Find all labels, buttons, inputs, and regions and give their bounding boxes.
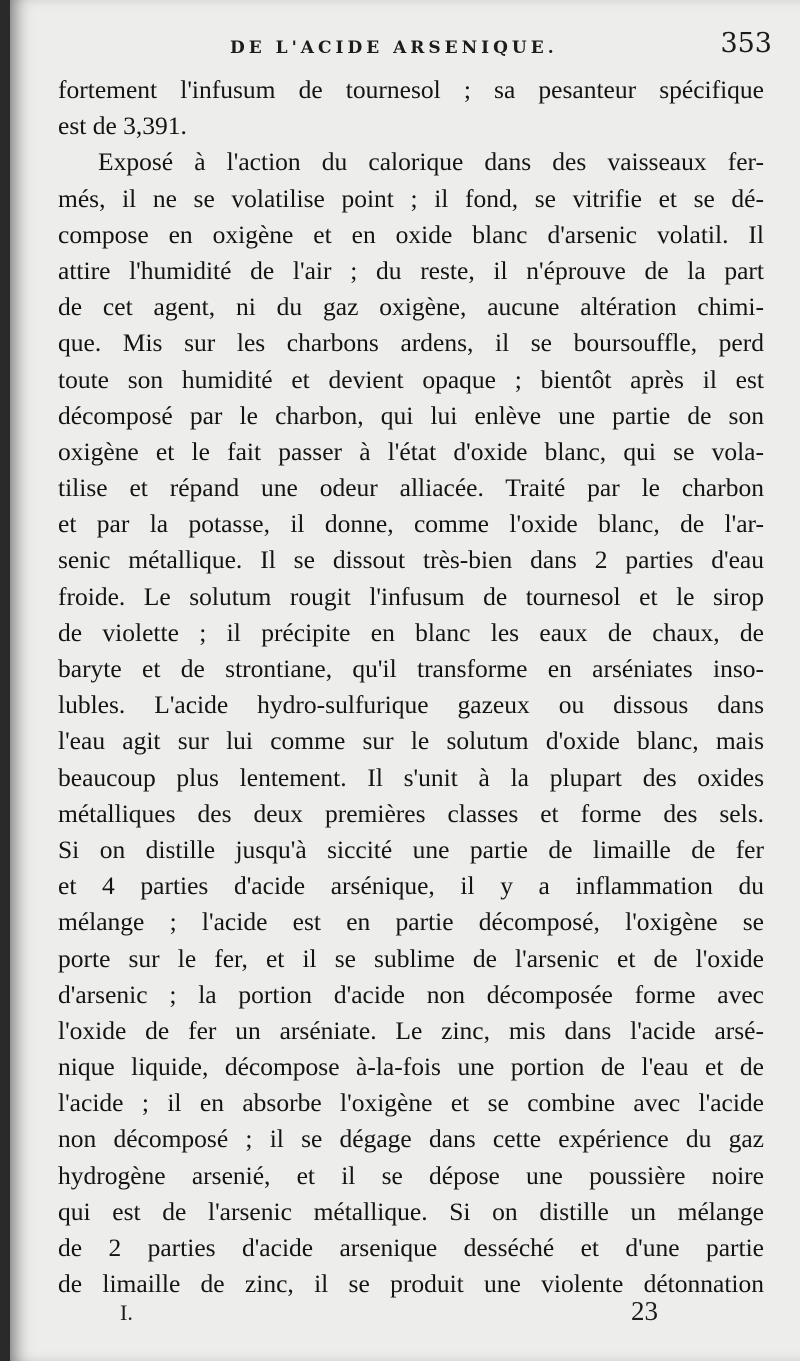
page-number: 353 <box>720 28 772 59</box>
text-line: Si on distille jusqu'à siccité une partie de limaille de fer <box>58 834 764 864</box>
text-line: oxigène et le fait passer à l'état d'oxide blanc, qui se vola- <box>58 436 764 466</box>
book-page <box>10 0 800 1361</box>
text-line: attire l'humidité de l'air ; du reste, il n'éprouve de la part <box>58 255 764 285</box>
running-title: DE L'ACIDE ARSENIQUE. <box>230 38 558 58</box>
text-line: lubles. L'acide hydro-sulfurique gazeux ou dissous dans <box>58 690 764 720</box>
text-line: est de 3,391. <box>58 111 187 141</box>
text-line: fortement l'infusum de tournesol ; sa pesanteur spécifique <box>58 75 764 104</box>
text-line: mélange ; l'acide est en partie décomposé, l'oxigène se <box>58 907 764 937</box>
text-line: més, il ne se volatilise point ; il fond, se vitrifie et se dé- <box>58 183 764 213</box>
text-line: hydrogène arsenié, et il se dépose une poussière noire <box>58 1160 764 1190</box>
signature-number: 23 <box>631 1296 658 1326</box>
signature-mark: I. <box>120 1300 133 1325</box>
text-line: nique liquide, décompose à-la-fois une portion de l'eau et de <box>58 1052 764 1082</box>
text-line: tilise et répand une odeur alliacée. Traité par le charbon <box>58 473 764 503</box>
text-line: de violette ; il précipite en blanc les eaux de chaux, de <box>58 617 764 647</box>
body-text <box>58 72 764 1302</box>
text-line: senic métallique. Il se dissout très-bien dans 2 parties d'eau <box>58 545 764 575</box>
text-line: de limaille de zinc, il se produit une violente détonnation <box>58 1269 764 1299</box>
text-line: de cet agent, ni du gaz oxigène, aucune altération chimi- <box>58 292 764 322</box>
text-line: compose en oxigène et en oxide blanc d'arsenic volatil. Il <box>58 219 764 249</box>
text-line: de 2 parties d'acide arsenique desséché et d'une partie <box>58 1233 764 1262</box>
text-line: et par la potasse, il donne, comme l'oxide blanc, de l'ar- <box>58 509 764 539</box>
text-line: décomposé par le charbon, qui lui enlève une partie de son <box>58 400 764 430</box>
text-line: métalliques des deux premières classes et forme des sels. <box>58 798 764 828</box>
text-line: beaucoup plus lentement. Il s'unit à la plupart des oxides <box>58 762 764 792</box>
text-line: froide. Le solutum rougit l'infusum de tournesol et le sirop <box>58 581 764 611</box>
text-line: baryte et de strontiane, qu'il transforme en arséniates inso- <box>58 654 764 683</box>
text-line: porte sur le fer, et il se sublime de l'arsenic et de l'oxide <box>58 943 764 973</box>
text-line: d'arsenic ; la portion d'acide non décomposée forme avec <box>58 979 764 1009</box>
text-line: qui est de l'arsenic métallique. Si on distille un mélange <box>58 1196 764 1226</box>
text-line: toute son humidité et devient opaque ; bientôt après il est <box>58 364 764 394</box>
text-line: et 4 parties d'acide arsénique, il y a inflammation du <box>58 871 764 901</box>
text-line: non décomposé ; il se dégage dans cette expérience du gaz <box>58 1124 764 1154</box>
text-line: l'acide ; il en absorbe l'oxigène et se combine avec l'acide <box>58 1088 764 1118</box>
text-line: l'eau agit sur lui comme sur le solutum d'oxide blanc, mais <box>58 726 764 756</box>
text-line: Exposé à l'action du calorique dans des vaisseaux fer- <box>98 147 764 177</box>
text-line: l'oxide de fer un arséniate. Le zinc, mis dans l'acide arsé- <box>58 1015 764 1045</box>
text-line: que. Mis sur les charbons ardens, il se boursouffle, perd <box>58 328 764 358</box>
page-footer <box>58 1296 754 1332</box>
page-header <box>60 26 772 66</box>
